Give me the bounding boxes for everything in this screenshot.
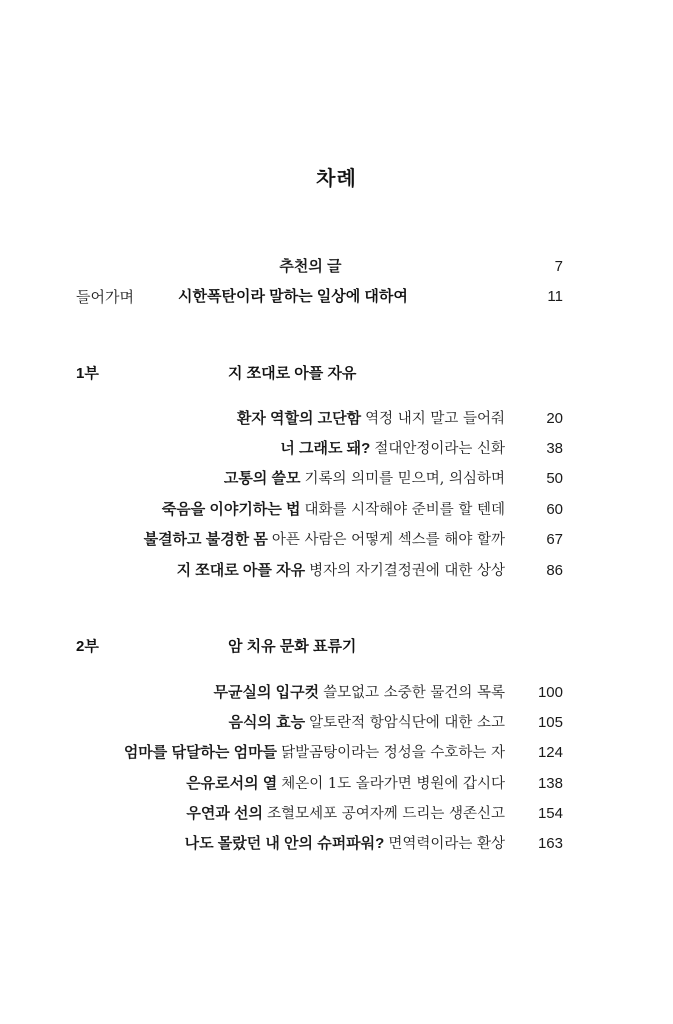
entry-title: 고통의 쓸모 — [223, 470, 301, 487]
toc-entry[interactable] — [0, 773, 673, 795]
toc-entry[interactable] — [0, 560, 673, 582]
toc-entry[interactable] — [0, 742, 673, 764]
page-number: 163 — [537, 835, 563, 852]
entry-title: 추천의 글 — [279, 258, 342, 275]
entry-subtitle: 역정 내지 말고 들어줘 — [365, 411, 505, 427]
part-title: 지 쪼대로 아플 자유 — [228, 365, 357, 382]
page-number: 154 — [537, 805, 563, 822]
page-number: 20 — [546, 410, 563, 427]
toc-entry[interactable] — [0, 833, 673, 855]
entry-subtitle: 병자의 자기결정권에 대한 상상 — [309, 563, 505, 579]
toc-entry-introduction[interactable] — [0, 286, 673, 308]
page-number: 60 — [546, 501, 563, 518]
toc-entry-recommendation[interactable] — [0, 256, 673, 278]
page-number: 50 — [546, 470, 563, 487]
entry-subtitle: 면역력이라는 환상 — [388, 836, 505, 852]
entry-title: 너 그래도 돼? — [280, 440, 371, 457]
part-heading-2 — [0, 636, 673, 658]
toc-entry[interactable] — [0, 468, 673, 490]
entry-subtitle: 절대안정이라는 신화 — [374, 441, 505, 457]
toc-entry[interactable] — [0, 712, 673, 734]
entry-lead-label: 들어가며 — [76, 288, 134, 306]
entry-title: 시한폭탄이라 말하는 일상에 대하여 — [178, 288, 408, 305]
toc-entry[interactable] — [0, 408, 673, 430]
toc-entry[interactable] — [0, 803, 673, 825]
entry-title: 환자 역할의 고단함 — [236, 410, 362, 427]
entry-title: 엄마를 닦달하는 엄마들 — [123, 744, 278, 761]
toc-entry[interactable] — [0, 682, 673, 704]
page-number: 7 — [554, 258, 563, 275]
entry-subtitle: 기록의 의미를 믿으며, 의심하며 — [304, 471, 505, 487]
part-label: 2부 — [76, 638, 99, 655]
page-title: 차례 — [316, 168, 357, 190]
page-number: 100 — [537, 684, 563, 701]
entry-subtitle: 닭발곰탕이라는 정성을 수호하는 자 — [281, 745, 505, 761]
page-number: 67 — [546, 531, 563, 548]
entry-title: 불결하고 불경한 몸 — [143, 531, 268, 548]
entry-title: 우연과 선의 — [186, 805, 264, 822]
toc-entry[interactable] — [0, 529, 673, 551]
entry-title: 은유로서의 열 — [186, 775, 278, 792]
page-number: 105 — [537, 714, 563, 731]
entry-subtitle: 대화를 시작해야 준비를 할 텐데 — [304, 502, 505, 518]
part-title: 암 치유 문화 표류기 — [228, 638, 357, 655]
entry-subtitle: 알토란적 항암식단에 대한 소고 — [309, 715, 505, 731]
page-number: 38 — [546, 440, 563, 457]
entry-title: 무균실의 입구컷 — [213, 684, 320, 701]
entry-subtitle: 체온이 1도 올라가면 병원에 갑시다 — [281, 776, 505, 792]
toc-entry[interactable] — [0, 499, 673, 521]
page-number: 11 — [547, 288, 563, 305]
part-heading-1 — [0, 363, 673, 385]
entry-subtitle: 조혈모세포 공여자께 드리는 생존신고 — [267, 806, 505, 822]
toc-entry[interactable] — [0, 438, 673, 460]
entry-subtitle: 아픈 사람은 어떻게 섹스를 해야 할까 — [271, 532, 505, 548]
page-number: 138 — [537, 775, 563, 792]
entry-title: 음식의 효능 — [228, 714, 306, 731]
page-number: 86 — [546, 562, 563, 579]
entry-title: 나도 몰랐던 내 안의 슈퍼파워? — [184, 835, 385, 852]
entry-subtitle: 쓸모없고 소중한 물건의 목록 — [323, 685, 505, 701]
part-label: 1부 — [76, 365, 99, 382]
entry-title: 지 쪼대로 아플 자유 — [176, 562, 306, 579]
page-number: 124 — [537, 744, 563, 761]
entry-title: 죽음을 이야기하는 법 — [161, 501, 301, 518]
